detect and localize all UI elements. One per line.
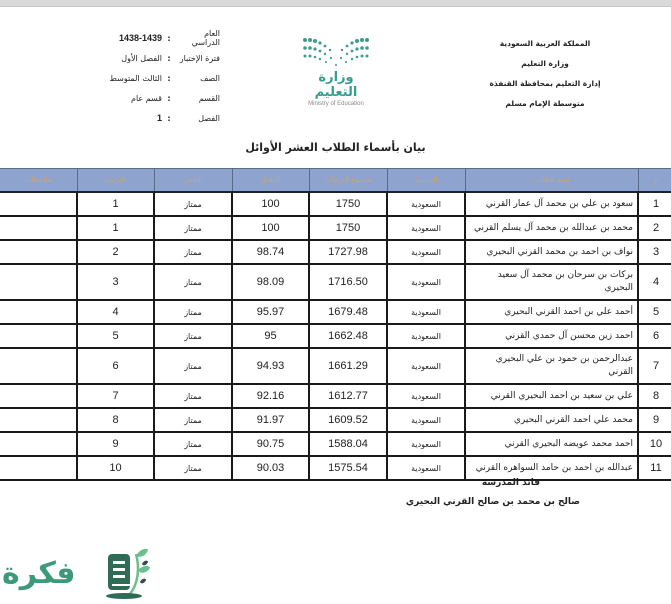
cell-rank: 9 — [77, 432, 154, 456]
table-row — [0, 384, 671, 408]
cell-nationality: السعودية — [387, 240, 465, 264]
cell-student-name: عبدالله بن احمد بن حامد السواهره القرني — [465, 456, 638, 480]
table-row — [0, 216, 671, 240]
cell-nationality: السعودية — [387, 384, 465, 408]
info-label: الفصل — [198, 113, 220, 123]
info-value: 1 — [156, 113, 162, 123]
info-value: 1438-1439 — [118, 33, 162, 43]
cell-student-name: بركات بن سرحان بن محمد آل سعيد البحيري — [465, 264, 638, 300]
cell-average: 98.09 — [232, 264, 309, 300]
cell-grade: ممتاز — [154, 240, 232, 264]
cell-grade: ممتاز — [154, 264, 232, 300]
cell-nationality: السعودية — [387, 300, 465, 324]
cell-nationality: السعودية — [387, 264, 465, 300]
cell-grade: ممتاز — [154, 300, 232, 324]
cell-number: 9 — [638, 408, 671, 432]
cell-average: 92.16 — [232, 384, 309, 408]
cell-average: 91.97 — [232, 408, 309, 432]
header-total: مجموع الدرجات — [309, 169, 387, 193]
cell-grade: ممتاز — [154, 216, 232, 240]
cell-total: 1750 — [309, 192, 387, 216]
info-label: الصف — [200, 73, 220, 83]
header-number: م — [638, 169, 671, 193]
cell-rank: 1 — [77, 192, 154, 216]
cell-nationality: السعودية — [387, 432, 465, 456]
cell-student-name: أحمد علي بن احمد القرني البحيري — [465, 300, 638, 324]
ministry-logo — [296, 36, 376, 116]
page-title: بيان بأسماء الطلاب العشر الأوائل — [245, 141, 426, 154]
table-row — [0, 432, 671, 456]
cell-notes — [0, 240, 77, 264]
signature-name: صالح بن محمد بن صالح القرني البحيري — [405, 497, 580, 507]
cell-student-name: عبدالرحمن بن حمود بن علي البحيري القرني — [465, 348, 638, 384]
cell-rank: 2 — [77, 240, 154, 264]
top-edge — [0, 0, 671, 7]
cell-student-name: سعود بن علي بن محمد آل عمار القرني — [465, 192, 638, 216]
table-row — [0, 264, 671, 300]
cell-rank: 6 — [77, 348, 154, 384]
cell-grade: ممتاز — [154, 456, 232, 480]
cell-student-name: محمد بن عبدالله بن محمد آل يسلم القرني — [465, 216, 638, 240]
cell-number: 3 — [638, 240, 671, 264]
info-row-class — [80, 108, 220, 128]
cell-total: 1727.98 — [309, 240, 387, 264]
cell-nationality: السعودية — [387, 192, 465, 216]
ministry-name: وزارة التعليم — [521, 59, 569, 68]
header-nationality: الجنسية — [387, 169, 465, 193]
info-row-year — [80, 28, 220, 48]
cell-notes — [0, 300, 77, 324]
cell-grade: ممتاز — [154, 324, 232, 348]
cell-average: 100 — [232, 216, 309, 240]
cell-student-name: احمد محمد عويضه البحيري القرني — [465, 432, 638, 456]
cell-rank: 7 — [77, 384, 154, 408]
cell-rank: 4 — [77, 300, 154, 324]
document-leaf-icon — [104, 544, 154, 600]
cell-average: 95 — [232, 324, 309, 348]
school-info-right — [470, 34, 620, 114]
cell-number: 10 — [638, 432, 671, 456]
cell-grade: ممتاز — [154, 408, 232, 432]
cell-total: 1661.29 — [309, 348, 387, 384]
students-table — [0, 168, 671, 481]
logo-arabic-text: وزارة التعليم — [314, 70, 358, 100]
info-value: الفصل الأول — [121, 53, 162, 63]
info-value: قسم عام — [131, 93, 162, 103]
cell-average: 94.93 — [232, 348, 309, 384]
cell-total: 1750 — [309, 216, 387, 240]
cell-average: 90.75 — [232, 432, 309, 456]
table-row — [0, 348, 671, 384]
cell-notes — [0, 264, 77, 300]
table-row — [0, 324, 671, 348]
cell-average: 95.97 — [232, 300, 309, 324]
cell-rank: 5 — [77, 324, 154, 348]
cell-rank: 10 — [77, 456, 154, 480]
cell-nationality: السعودية — [387, 408, 465, 432]
cell-student-name: محمد علي احمد القرني البحيري — [465, 408, 638, 432]
table-row — [0, 192, 671, 216]
cell-notes — [0, 408, 77, 432]
cell-grade: ممتاز — [154, 192, 232, 216]
cell-total: 1588.04 — [309, 432, 387, 456]
cell-number: 4 — [638, 264, 671, 300]
info-separator: : — [167, 113, 171, 123]
cell-rank: 8 — [77, 408, 154, 432]
cell-notes — [0, 192, 77, 216]
cell-grade: ممتاز — [154, 348, 232, 384]
cell-number: 2 — [638, 216, 671, 240]
watermark — [0, 540, 160, 604]
cell-total: 1716.50 — [309, 264, 387, 300]
cell-number: 8 — [638, 384, 671, 408]
info-value: الثالث المتوسط — [109, 73, 162, 83]
signature-block — [400, 474, 580, 512]
school-info-left — [80, 28, 220, 128]
info-separator: : — [167, 33, 171, 43]
cell-notes — [0, 432, 77, 456]
cell-grade: ممتاز — [154, 384, 232, 408]
cell-nationality: السعودية — [387, 348, 465, 384]
info-row-grade — [80, 68, 220, 88]
info-separator: : — [167, 73, 171, 83]
info-label: العام الدراسي — [191, 29, 220, 47]
cell-total: 1575.54 — [309, 456, 387, 480]
watermark-text: فكرة — [2, 556, 76, 591]
cell-nationality: السعودية — [387, 216, 465, 240]
cell-total: 1612.77 — [309, 384, 387, 408]
cell-number: 5 — [638, 300, 671, 324]
header-rank: الترتيب — [77, 169, 154, 193]
cell-total: 1662.48 — [309, 324, 387, 348]
cell-notes — [0, 348, 77, 384]
cell-number: 11 — [638, 456, 671, 480]
header-grade: التقدير — [154, 169, 232, 193]
education-department: إدارة التعليم بمحافظة القنفذة — [489, 79, 601, 88]
cell-student-name: نواف بن احمد بن محمد القرني البحيري — [465, 240, 638, 264]
table-row — [0, 408, 671, 432]
header-student-name: اسم الطالب — [465, 169, 638, 193]
info-separator: : — [167, 93, 171, 103]
cell-number: 1 — [638, 192, 671, 216]
cell-student-name: علي بن سعيد بن احمد البحيري القرني — [465, 384, 638, 408]
cell-nationality: السعودية — [387, 324, 465, 348]
cell-nationality: السعودية — [387, 456, 465, 480]
info-row-term — [80, 48, 220, 68]
cell-rank: 3 — [77, 264, 154, 300]
table-body — [0, 192, 671, 480]
cell-total: 1609.52 — [309, 408, 387, 432]
cell-number: 6 — [638, 324, 671, 348]
info-row-section — [80, 88, 220, 108]
cell-notes — [0, 384, 77, 408]
cell-grade: ممتاز — [154, 432, 232, 456]
cell-rank: 1 — [77, 216, 154, 240]
cell-average: 100 — [232, 192, 309, 216]
header-notes: ملاحظات — [0, 169, 77, 193]
school-name: متوسطة الإمام مسلم — [505, 99, 585, 108]
cell-student-name: احمد زين محسن آل حمدي القرني — [465, 324, 638, 348]
cell-total: 1679.48 — [309, 300, 387, 324]
info-separator: : — [167, 53, 171, 63]
cell-notes — [0, 324, 77, 348]
cell-average: 98.74 — [232, 240, 309, 264]
cell-notes — [0, 456, 77, 480]
ministry-logo-icon — [301, 36, 371, 68]
table-header-row — [0, 169, 671, 193]
cell-notes — [0, 216, 77, 240]
signature-role: قائد المدرسة — [481, 478, 540, 488]
kingdom-name: المملكة العربية السعودية — [499, 39, 591, 48]
info-label: القسم — [198, 93, 220, 103]
info-label: فترة الإختبار — [179, 53, 220, 63]
logo-english-text: Ministry of Education — [308, 101, 364, 107]
cell-number: 7 — [638, 348, 671, 384]
cell-average: 90.03 — [232, 456, 309, 480]
table-row — [0, 240, 671, 264]
header-average: المعدل — [232, 169, 309, 193]
table-row — [0, 300, 671, 324]
